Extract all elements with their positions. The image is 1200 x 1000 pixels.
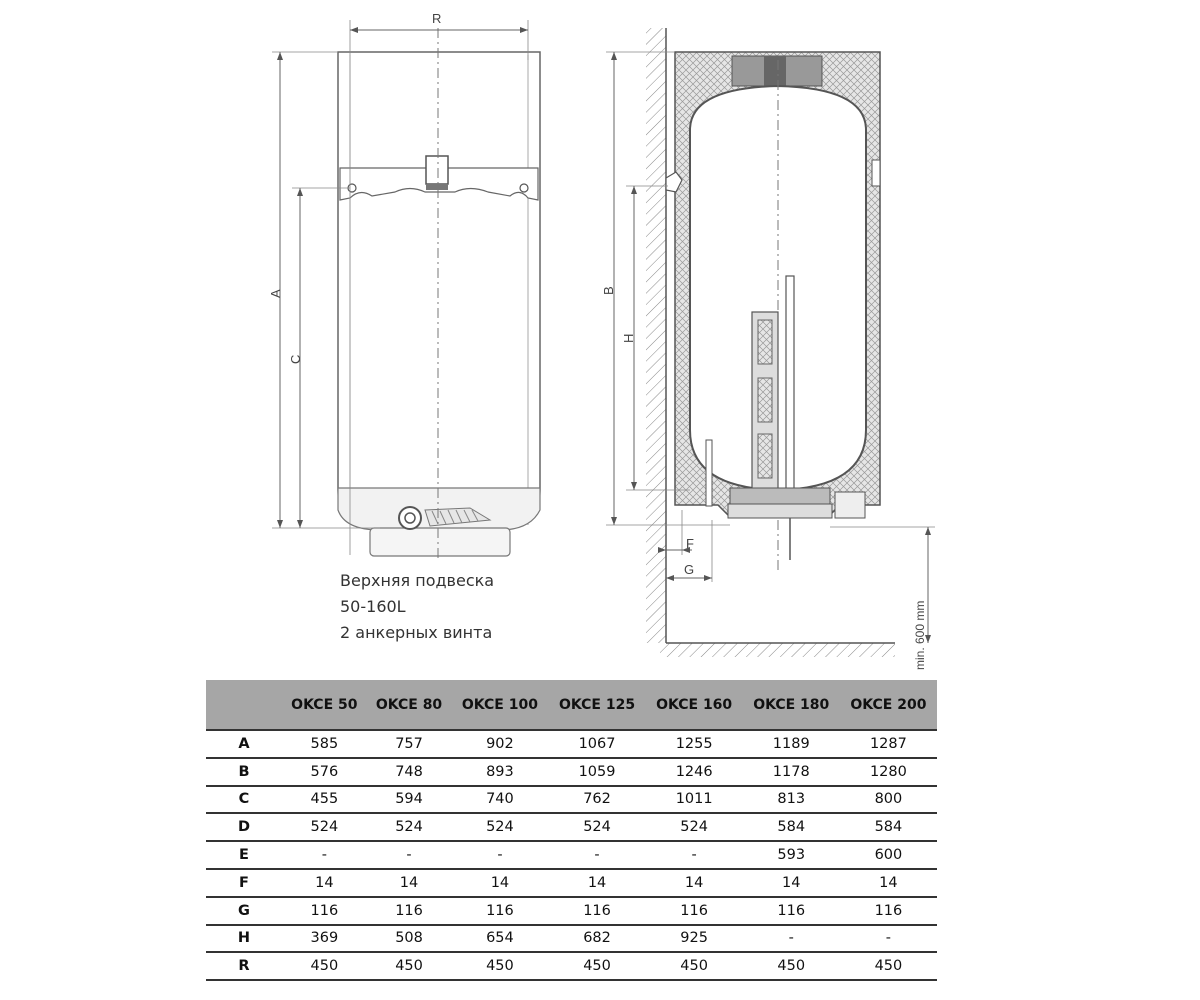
label-f: F (686, 536, 694, 551)
table-cell: 762 (548, 786, 645, 814)
table-cell: 369 (282, 925, 367, 953)
label-g: G (684, 562, 695, 577)
table-row (206, 813, 937, 841)
label-a: A (268, 289, 283, 298)
table-cell: 748 (367, 758, 452, 786)
table-cell: 1280 (840, 758, 937, 786)
table-cell: 14 (451, 869, 548, 897)
table-row (206, 730, 937, 758)
table-cell: 14 (367, 869, 452, 897)
table-cell: 508 (367, 925, 452, 953)
table-cell: 893 (451, 758, 548, 786)
column-header: OKCE 180 (743, 680, 840, 730)
table-cell: 116 (548, 897, 645, 925)
table-cell: 14 (548, 869, 645, 897)
table-row (206, 952, 937, 980)
table-cell: - (367, 841, 452, 869)
table-cell: 450 (646, 952, 743, 980)
table-cell: 1067 (548, 730, 645, 758)
column-header: OKCE 200 (840, 680, 937, 730)
table-row (206, 786, 937, 814)
table-cell: 584 (743, 813, 840, 841)
dimensions-table (206, 680, 937, 981)
table-cell: 450 (840, 952, 937, 980)
table-cell: - (451, 841, 548, 869)
table-cell: 593 (743, 841, 840, 869)
table-cell: 524 (282, 813, 367, 841)
thermostat-rod (786, 276, 794, 490)
table-header-row (206, 680, 937, 730)
column-header: OKCE 80 (367, 680, 452, 730)
table-row (206, 758, 937, 786)
table-cell: 813 (743, 786, 840, 814)
table-cell: 757 (367, 730, 452, 758)
table-cell: 594 (367, 786, 452, 814)
table-cell: 682 (548, 925, 645, 953)
header-blank (206, 680, 282, 730)
table-cell: 455 (282, 786, 367, 814)
table-cell: 14 (646, 869, 743, 897)
row-label: D (206, 813, 282, 841)
column-header: OKCE 50 (282, 680, 367, 730)
column-header: OKCE 100 (451, 680, 548, 730)
table-cell: - (840, 925, 937, 953)
table-cell: 524 (367, 813, 452, 841)
table-cell: 740 (451, 786, 548, 814)
table-cell: 576 (282, 758, 367, 786)
table-cell: 116 (367, 897, 452, 925)
table-cell: 1178 (743, 758, 840, 786)
table-row (206, 925, 937, 953)
table-cell: 925 (646, 925, 743, 953)
column-header: OKCE 125 (548, 680, 645, 730)
table-cell: 116 (840, 897, 937, 925)
label-c: C (288, 354, 303, 364)
table-cell: 524 (646, 813, 743, 841)
bottom-flange (730, 488, 830, 504)
row-label: H (206, 925, 282, 953)
table-cell: 450 (451, 952, 548, 980)
front-view (268, 11, 540, 560)
table-cell: - (743, 925, 840, 953)
table-cell: 14 (282, 869, 367, 897)
table-cell: 800 (840, 786, 937, 814)
table-cell: 1059 (548, 758, 645, 786)
table-cell: 116 (646, 897, 743, 925)
row-label: E (206, 841, 282, 869)
column-header: OKCE 160 (646, 680, 743, 730)
heater-front-body (338, 52, 540, 528)
row-label: C (206, 786, 282, 814)
table-cell: 116 (282, 897, 367, 925)
table-cell: 584 (840, 813, 937, 841)
table-cell: 1011 (646, 786, 743, 814)
label-b: B (601, 286, 616, 295)
table-row (206, 841, 937, 869)
label-min-clearance: min. 600 mm (913, 600, 927, 670)
label-h: H (621, 333, 636, 343)
caption-line-2: 50-160L (340, 597, 406, 616)
table-cell: 450 (367, 952, 452, 980)
row-label: B (206, 758, 282, 786)
caption-line-3: 2 анкерных винта (340, 623, 493, 642)
table-cell: 585 (282, 730, 367, 758)
label-r: R (432, 11, 442, 26)
table-cell: - (282, 841, 367, 869)
bottom-cover (370, 528, 510, 556)
row-label: G (206, 897, 282, 925)
table-cell: 450 (548, 952, 645, 980)
side-view (601, 28, 935, 670)
table-cell: 600 (840, 841, 937, 869)
table-cell: 902 (451, 730, 548, 758)
table-cell: 14 (743, 869, 840, 897)
floor (660, 643, 895, 657)
caption-line-1: Верхняя подвеска (340, 571, 495, 590)
bracket-latch (426, 156, 448, 184)
mounting-caption (340, 568, 600, 646)
table-cell: 116 (451, 897, 548, 925)
table-cell: 14 (840, 869, 937, 897)
row-label: A (206, 730, 282, 758)
table-cell: 524 (451, 813, 548, 841)
table-row (206, 897, 937, 925)
table-cell: 450 (743, 952, 840, 980)
table-cell: 1189 (743, 730, 840, 758)
table-cell: 524 (548, 813, 645, 841)
table-cell: - (646, 841, 743, 869)
table-cell: 116 (743, 897, 840, 925)
table-cell: - (548, 841, 645, 869)
table-cell: 1246 (646, 758, 743, 786)
row-label: R (206, 952, 282, 980)
table-cell: 654 (451, 925, 548, 953)
table-row (206, 869, 937, 897)
table-cell: 1255 (646, 730, 743, 758)
row-label: F (206, 869, 282, 897)
table-cell: 450 (282, 952, 367, 980)
table-cell: 1287 (840, 730, 937, 758)
